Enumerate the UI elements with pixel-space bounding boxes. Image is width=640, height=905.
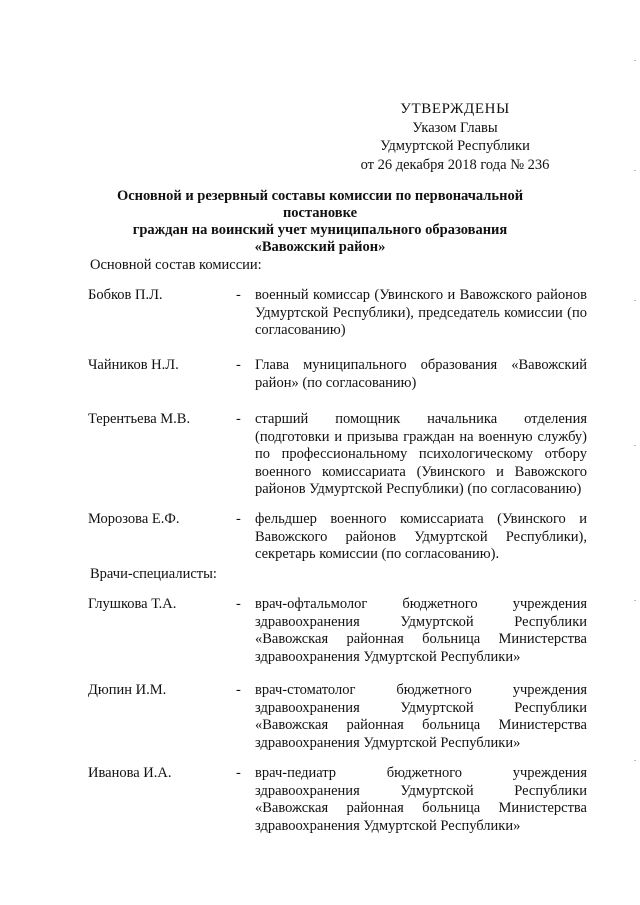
member-role: старший помощник начальника отделения (подготовки и призыва граждан на военную службу) по профессиональному психологическому отбору военного комиссариата (Увинского и Вавожского районов Удмуртской Республики) (по согласованию) xyxy=(255,411,587,497)
member-name: Терентьева М.В. xyxy=(88,411,191,427)
member-name: Бобков П.Л. xyxy=(88,287,163,303)
member-role: Глава муниципального образования «Вавожский район» (по согласованию) xyxy=(255,357,587,391)
document-title xyxy=(80,188,560,256)
approval-republic: Удмуртской Республики xyxy=(380,138,530,154)
specialist-name: Дюпин И.М. xyxy=(88,682,167,698)
member-role: фельдшер военного комиссариата (Увинского и Вавожского районов Удмуртской Республики), секретарь комиссии (по согласованию). xyxy=(255,511,587,562)
approval-heading: УТВЕРЖДЕНЫ xyxy=(400,101,510,117)
specialist-dash: - xyxy=(236,596,241,612)
member-dash: - xyxy=(236,411,241,427)
main-composition-label: Основной состав комиссии: xyxy=(90,257,262,273)
member-name: Чайников Н.Л. xyxy=(88,357,179,373)
approval-block xyxy=(340,100,570,174)
specialist-role: врач-стоматолог бюджетного учреждения здравоохранения Удмуртской Республики «Вавожская районная больница Министерства здравоохранения Удмуртской Республики» xyxy=(255,682,587,751)
specialist-role: врач-педиатр бюджетного учреждения здравоохранения Удмуртской Республики «Вавожская районная больница Министерства здравоохранения Удмуртской Республики» xyxy=(255,765,587,834)
member-dash: - xyxy=(236,511,241,527)
member-dash: - xyxy=(236,357,241,373)
member-name: Морозова Е.Ф. xyxy=(88,511,180,527)
approval-decree: Указом Главы xyxy=(412,119,498,136)
specialist-name: Глушкова Т.А. xyxy=(88,596,177,612)
approval-date: от 26 декабря 2018 года № 236 xyxy=(360,156,550,173)
title-line-3: «Вавожский район» xyxy=(254,239,386,255)
specialist-name: Иванова И.А. xyxy=(88,765,172,781)
title-line-1: Основной и резервный составы комиссии по первоначальной постановке xyxy=(116,188,524,221)
scan-edge-marks xyxy=(633,0,636,905)
member-role: военный комиссар (Увинского и Вавожского районов Удмуртской Республики), председатель комиссии (по согласованию) xyxy=(255,287,587,338)
title-line-2: граждан на воинский учет муниципального образования xyxy=(132,222,508,238)
specialist-dash: - xyxy=(236,682,241,698)
specialist-role: врач-офтальмолог бюджетного учреждения здравоохранения Удмуртской Республики «Вавожская районная больница Министерства здравоохранения Удмуртской Республики» xyxy=(255,596,587,665)
member-dash: - xyxy=(236,287,241,303)
specialists-label: Врачи-специалисты: xyxy=(90,566,217,582)
specialist-dash: - xyxy=(236,765,241,781)
